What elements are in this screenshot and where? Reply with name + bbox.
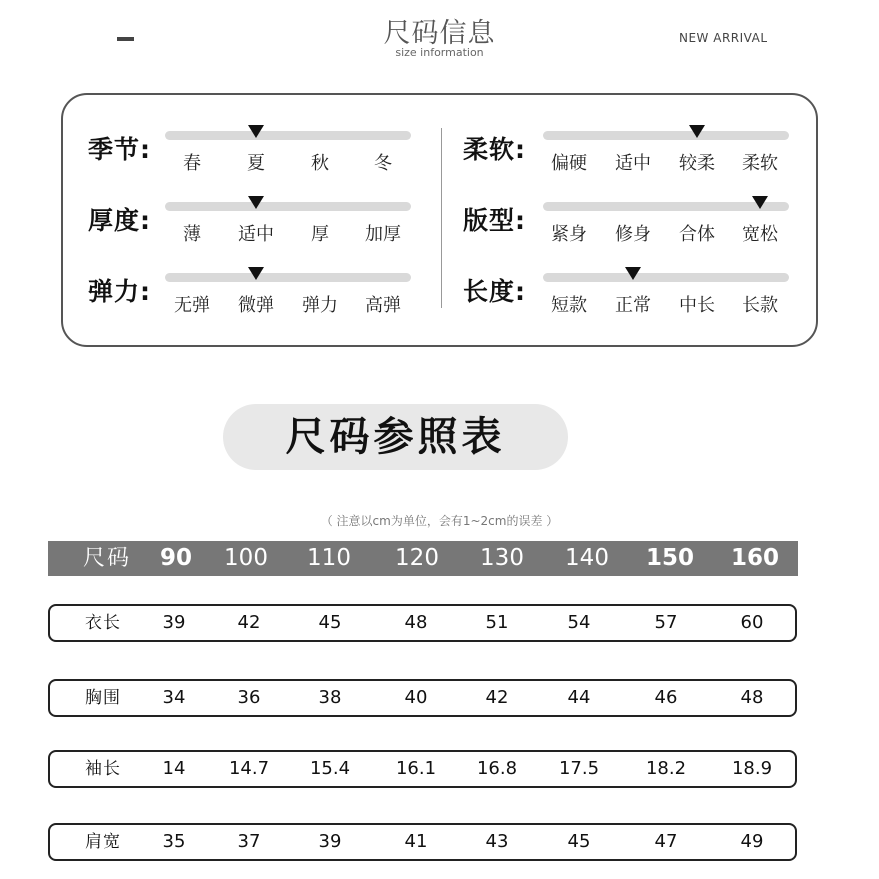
size-value-cell: 45 <box>567 831 591 852</box>
size-value-cell: 18.9 <box>731 758 773 779</box>
size-header-cell: 120 <box>395 545 439 571</box>
size-value-cell: 14 <box>162 758 186 779</box>
size-value-cell: 57 <box>654 612 678 633</box>
size-value-cell: 39 <box>318 831 342 852</box>
attribute-scale-track <box>165 273 411 282</box>
attribute-option: 夏 <box>247 153 265 174</box>
attribute-option: 中长 <box>679 295 715 316</box>
size-value-cell: 47 <box>654 831 678 852</box>
attribute-label: 长度: <box>463 277 526 306</box>
attribute-option: 微弹 <box>238 295 274 316</box>
attribute-option: 弹力 <box>302 295 338 316</box>
size-row-label: 衣长 <box>85 613 121 633</box>
size-value-cell: 37 <box>237 831 261 852</box>
size-value-cell: 42 <box>237 612 261 633</box>
attribute-label: 季节: <box>88 135 151 164</box>
attribute-scale-track <box>165 202 411 211</box>
size-value-cell: 14.7 <box>228 758 270 779</box>
attribute-option: 适中 <box>238 224 274 245</box>
size-value-cell: 48 <box>740 687 764 708</box>
size-header-cell: 140 <box>565 545 609 571</box>
size-value-cell: 40 <box>404 687 428 708</box>
size-header-cell: 90 <box>159 545 192 571</box>
attribute-option: 无弹 <box>174 295 210 316</box>
size-table-note: （ 注意以cm为单位，会有1~2cm的误差 ） <box>320 514 559 528</box>
attribute-selected-marker <box>625 267 641 280</box>
size-value-cell: 16.1 <box>395 758 437 779</box>
size-value-cell: 42 <box>485 687 509 708</box>
attribute-label: 版型: <box>463 206 526 235</box>
attribute-option: 加厚 <box>365 224 401 245</box>
attribute-option: 修身 <box>615 224 651 245</box>
section-title: 尺码信息 <box>383 18 496 49</box>
size-header-cell: 130 <box>480 545 524 571</box>
size-value-cell: 16.8 <box>476 758 518 779</box>
size-value-cell: 44 <box>567 687 591 708</box>
size-value-cell: 54 <box>567 612 591 633</box>
attribute-selected-marker <box>248 267 264 280</box>
size-header-cell: 150 <box>645 545 694 571</box>
attribute-option: 薄 <box>183 224 201 245</box>
size-header-cell: 100 <box>224 545 268 571</box>
size-value-cell: 17.5 <box>558 758 600 779</box>
attribute-option: 正常 <box>615 295 651 316</box>
size-value-cell: 51 <box>485 612 509 633</box>
attribute-label: 弹力: <box>88 277 151 306</box>
attribute-option: 宽松 <box>742 224 778 245</box>
attribute-scale-track <box>165 131 411 140</box>
size-value-cell: 43 <box>485 831 509 852</box>
section-subtitle: size information <box>395 46 484 59</box>
attribute-selected-marker <box>248 196 264 209</box>
size-header-cell: 110 <box>307 545 351 571</box>
attribute-option: 长款 <box>742 295 778 316</box>
size-value-cell: 46 <box>654 687 678 708</box>
attribute-option: 高弹 <box>365 295 401 316</box>
attribute-selected-marker <box>248 125 264 138</box>
attribute-selected-marker <box>689 125 705 138</box>
panel-divider <box>441 128 442 308</box>
attribute-option: 春 <box>183 153 201 174</box>
attribute-option: 适中 <box>615 153 651 174</box>
size-header-label: 尺码 <box>82 546 131 571</box>
attribute-option: 秋 <box>311 153 329 174</box>
size-value-cell: 38 <box>318 687 342 708</box>
size-value-cell: 36 <box>237 687 261 708</box>
size-table-title: 尺码参照表 <box>285 414 506 460</box>
attribute-selected-marker <box>752 196 768 209</box>
size-value-cell: 34 <box>162 687 186 708</box>
size-row-label: 袖长 <box>85 759 121 779</box>
attribute-option: 冬 <box>374 153 392 174</box>
attribute-option: 厚 <box>311 224 329 245</box>
attribute-scale-track <box>543 131 789 140</box>
attribute-label: 柔软: <box>463 135 526 164</box>
size-value-cell: 48 <box>404 612 428 633</box>
size-row-label: 胸围 <box>85 688 121 708</box>
size-row-label: 肩宽 <box>85 832 121 852</box>
attribute-option: 紧身 <box>551 224 587 245</box>
size-value-cell: 45 <box>318 612 342 633</box>
attribute-option: 柔软 <box>742 153 778 174</box>
size-value-cell: 41 <box>404 831 428 852</box>
attribute-label: 厚度: <box>88 206 151 235</box>
attribute-option: 短款 <box>551 295 587 316</box>
attribute-option: 较柔 <box>679 153 715 174</box>
attribute-option: 偏硬 <box>551 153 587 174</box>
size-value-cell: 18.2 <box>645 758 687 779</box>
size-value-cell: 49 <box>740 831 764 852</box>
size-value-cell: 60 <box>740 612 764 633</box>
attribute-scale-track <box>543 273 789 282</box>
attribute-option: 合体 <box>679 224 715 245</box>
new-arrival-label: NEW ARRIVAL <box>679 31 768 45</box>
size-value-cell: 39 <box>162 612 186 633</box>
size-header-cell: 160 <box>730 545 779 571</box>
size-value-cell: 15.4 <box>309 758 351 779</box>
size-value-cell: 35 <box>162 831 186 852</box>
